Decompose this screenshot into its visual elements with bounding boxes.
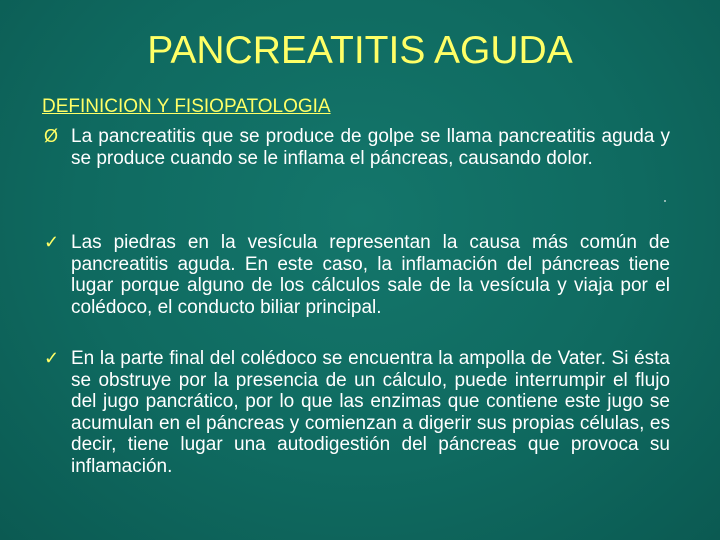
bullet-text: La pancreatitis que se produce de golpe se llama pancreatitis aguda y se produce cuando se le inflama el páncreas, causando dolor. [71, 126, 670, 169]
section-heading: DEFINICION Y FISIOPATOLOGIA [42, 96, 331, 117]
checkmark-bullet-icon: ✓ [44, 232, 60, 252]
checkmark-bullet-icon: ✓ [44, 348, 60, 368]
bullet-item-gallstones [44, 232, 670, 318]
bullet-item-definition [44, 126, 670, 169]
bullet-text: En la parte final del colédoco se encuentra la ampolla de Vater. Si ésta se obstruye por la presencia de un cálculo, puede interrumpir el flujo del jugo pancrático, por lo que las enzimas que contiene este jugo se acumulan en el páncreas y comienzan a digerir sus propias células, es decir, tiene lugar una autodigestión del páncreas que provoca su inflamación. [71, 348, 670, 477]
slide-title: PANCREATITIS AGUDA [147, 29, 573, 72]
bullet-item-ampulla [44, 348, 670, 477]
bullet-text: Las piedras en la vesícula representan la causa más común de pancreatitis aguda. En este caso, la inflamación del páncreas tiene lugar porque alguno de los cálculos sale de la vesícula y viaja por el colédoco, el conducto biliar principal. [71, 232, 670, 318]
decorative-dot [664, 200, 666, 202]
arrow-bullet-icon: Ø [44, 126, 59, 146]
